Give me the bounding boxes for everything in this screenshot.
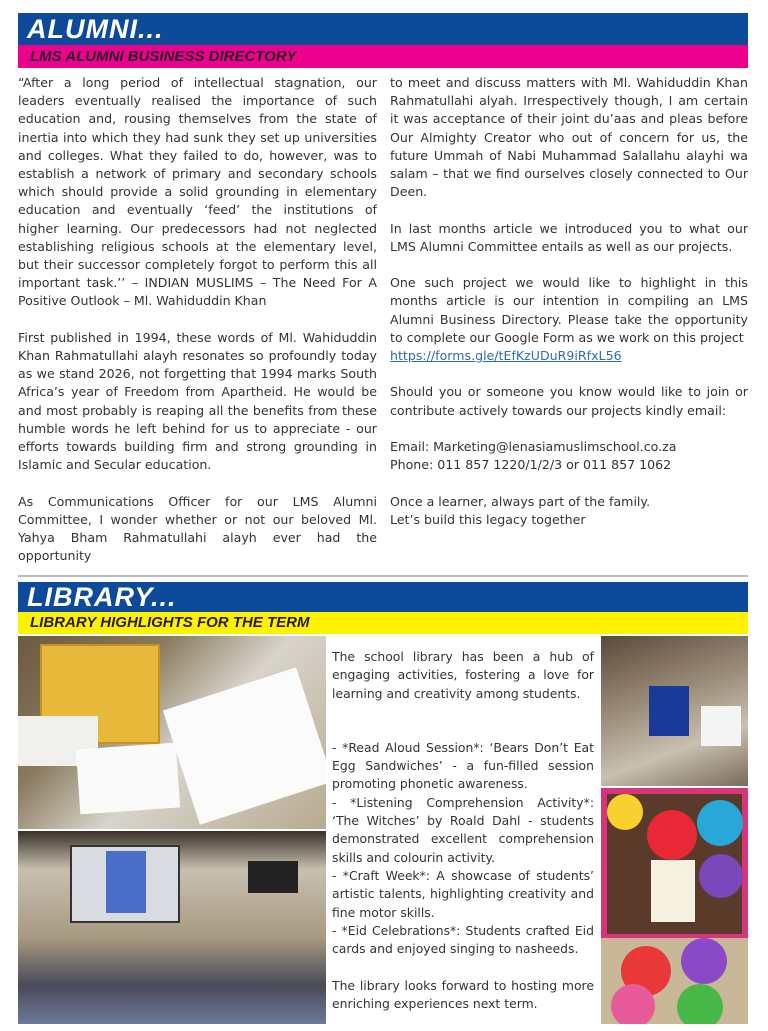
paper-fan-icon [647,810,697,860]
alumni-section-subtitle: LMS ALUMNI BUSINESS DIRECTORY [18,45,748,68]
read-aloud-photo [18,636,326,829]
paper-fan-icon [697,800,743,846]
paper-craft-week-photo [601,788,748,1024]
paragraph: Should you or someone you know would like to join or contribute actively towards our projects kindly email: [390,384,748,418]
tv-image [248,861,298,893]
paper-fan-icon [699,854,743,898]
craft-activity-photo [601,636,748,786]
phone-line: Phone: 011 857 1220/1/2/3 or 011 857 1062 [390,457,672,473]
library-text-column [332,648,594,1031]
paper-fan-icon [677,984,723,1024]
alumni-section-title: ALUMNI... [18,13,748,45]
closing-line: Once a learner, always part of the family. [390,493,651,509]
library-classroom-photo [18,831,326,1024]
paragraph: First published in 1994, these words of Ml. Wahiduddin Khan Rahmatullahi alayh resonates so profoundly today as we stand 2026, not forgetting that 1994 marks South Africa’s year of Freedom from Apartheid. He would be and most probably is reaping all the benefits from these humble words he left behind for us to appreciate - our efforts towards building firm and strong grounding in Islamic and Secular education. [18,329,377,473]
library-item: - *Eid Celebrations*: Students crafted Eid cards and enjoyed singing to nasheeds. [332,922,594,957]
paragraph: One such project we would like to highlight in this months article is our intention in compiling an LMS Alumni Business Directory. Please take the opportunity to complete our Google Form as we work on this project [390,275,748,345]
quote-paragraph: “After a long period of intellectual stagnation, our leaders eventually realised the importance of such education and, rousing themselves from the state of inertia into which they had sunk they set up universities and colleges. What they failed to do, however, was to establish a network of primary and secondary schools which should provide a solid grounding in elementary education and eventually ‘feed’ the institutions of higher learning. Our predecessors had not neglected establishing religious schools at the elementary level, but their successor completely forgot to perform this all important task.’’ – INDIAN MUSLIMS – The Need For A Positive Outlook – Ml. Wahiduddin Khan [18,75,377,309]
coloring-sheet-image [163,667,326,824]
paragraph: In last months article we introduced you to what our LMS Alumni Committee entails as well as our projects. [390,220,748,254]
library-section-title: LIBRARY... [18,582,748,612]
paper-craft-book-image [651,860,695,922]
roald-dahl-book-image [106,851,146,913]
library-item: - *Listening Comprehension Activity*: ‘The Witches’ by Roald Dahl - students demonstrated excellent comprehension skills and colourin activity. [332,794,594,865]
paragraph: As Communications Officer for our LMS Alumni Committee, I wonder whether or not our beloved Ml. Yahya Bham Rahmatullahi alayh ever had the opportunity [18,493,377,564]
paper-fan-icon [681,938,727,984]
paper-image [701,706,741,746]
library-item: - *Read Aloud Session*: ‘Bears Don’t Eat Egg Sandwiches’ - a fun-filled session promoting phonetic awareness. [332,739,594,792]
google-form-link[interactable]: https://forms.gle/tEfKzUDuR9iRfxL56 [390,348,622,364]
paper-fan-icon [611,984,655,1024]
section-divider [18,575,748,577]
worksheet-image [76,743,180,815]
library-outro: The library looks forward to hosting more enriching experiences next term. [332,977,594,1011]
library-item: - *Craft Week*: A showcase of students’ artistic talents, highlighting creativity and fine motor skills. [332,867,594,920]
paragraph: to meet and discuss matters with Ml. Wahiduddin Khan Rahmatullahi alyah. Irrespectively though, I am certain it was acceptance of their joint du’aas and pleas before Our Almighty Creator who out of concern for us, the future Ummah of Nabi Muhammad Salallahu alayhi wa salam – that we find ourselves closely connected to Our Deen. [390,75,748,200]
email-line: Email: Marketing@lenasiamuslimschool.co.za [390,439,677,454]
closing-line: Let’s build this legacy together [390,511,586,527]
paper-fan-icon [607,794,643,830]
library-intro: The school library has been a hub of engaging activities, fostering a love for learning and creativity among students. [332,649,594,701]
library-section-subtitle: LIBRARY HIGHLIGHTS FOR THE TERM [18,612,748,634]
alumni-left-column [18,74,377,584]
blue-folder-image [649,686,689,736]
alumni-right-column [390,74,748,547]
